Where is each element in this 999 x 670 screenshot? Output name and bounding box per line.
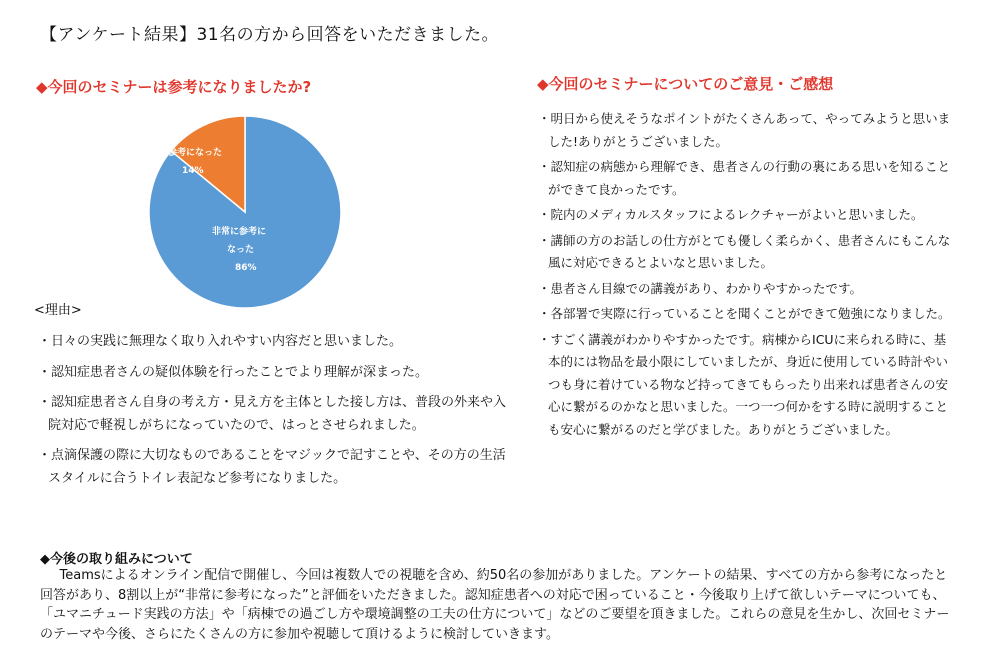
svg-text:非常に参考に: 非常に参考に	[212, 227, 267, 237]
comment-item: ・認知症の病態から理解でき、患者さんの行動の裏にある思いを知ることができて良かったです。	[538, 159, 951, 197]
future-plans-heading: ◆今後の取り組みについて	[40, 552, 193, 567]
reason-item: ・日々の実践に無理なく取り入れやすい内容だと思いました。	[38, 334, 403, 349]
page-title: 【アンケート結果】31名の方から回答をいただきました。	[40, 25, 500, 45]
comment-item: ・各部署で実際に行っていることを聞くことができて勉強になりました。	[538, 306, 951, 321]
reasons-list	[38, 331, 508, 498]
reasons-heading: <理由>	[34, 303, 82, 318]
pie-label-helpful: 参考になった	[168, 148, 223, 158]
pie-chart	[130, 112, 360, 312]
comments-list	[538, 108, 958, 444]
comments-heading: ◆今回のセミナーについてのご意見・ご感想	[537, 75, 834, 93]
comment-item: ・講師の方のお話しの仕方がとても優しく柔らかく、患者さんにもこんな風に対応できるとよいなと思いました。	[538, 232, 951, 270]
reason-item: ・点滴保護の際に大切なものであることをマジックで記すことや、その方の生活スタイルに合うトイレ表記など参考になりました。	[38, 448, 506, 486]
comment-item: ・院内のメディカルスタッフによるレクチャーがよいと思いました。	[538, 207, 924, 222]
reason-item: ・認知症患者さんの疑似体験を行ったことでより理解が深まった。	[38, 364, 429, 380]
comment-item: ・明日から使えそうなポイントがたくさんあって、やってみようと思いました!ありがとうございました。	[538, 111, 951, 149]
comment-item: ・患者さん目線での講義があり、わかりやすかったです。	[538, 280, 863, 296]
comment-item: ・すごく講義がわかりやすかったです。病棟からICUに来られる時に、基本的には物品を最小限にしていましたが、身近に使用している時計やいつも身に着けている物など持ってきてもらったり出来れば患者さんの安心に繋がるのかなと思いました。一つ一つ何かをする時に説明することも安心に繋がるのだと学びました。ありがとうございました。	[538, 331, 949, 437]
pie-value-helpful: 14%	[182, 166, 204, 176]
survey-question-heading: ◆今回のセミナーは参考になりましたか?	[36, 78, 312, 96]
future-plans-body: Teamsによるオンライン配信で開催し、今回は複数人での視聴を含め、約50名の参加がありました。アンケートの結果、すべての方から参考になったと回答があり、8割以上が“非常に参考になった”と評価をいただきました。認知症患者への対応で困っていること・今後取り上げて欲しいテーマについても、「ユマニチュード実践の方法」や「病棟での過ごし方や環境調整の工夫の仕方について」などのご要望を頂きました。これらの意見を生かし、次回セミナーのテーマや今後、さらにたくさんの方に参加や視聴して頂けるように検討していきます。	[40, 568, 950, 642]
pie-value-very-helpful: 86%	[235, 263, 257, 273]
svg-text:なった: なった	[227, 245, 255, 255]
reason-item: ・認知症患者さん自身の考え方・見え方を主体とした接し方は、普段の外来や入院対応で軽視しがちになっていたので、はっとさせられました。	[38, 395, 507, 433]
